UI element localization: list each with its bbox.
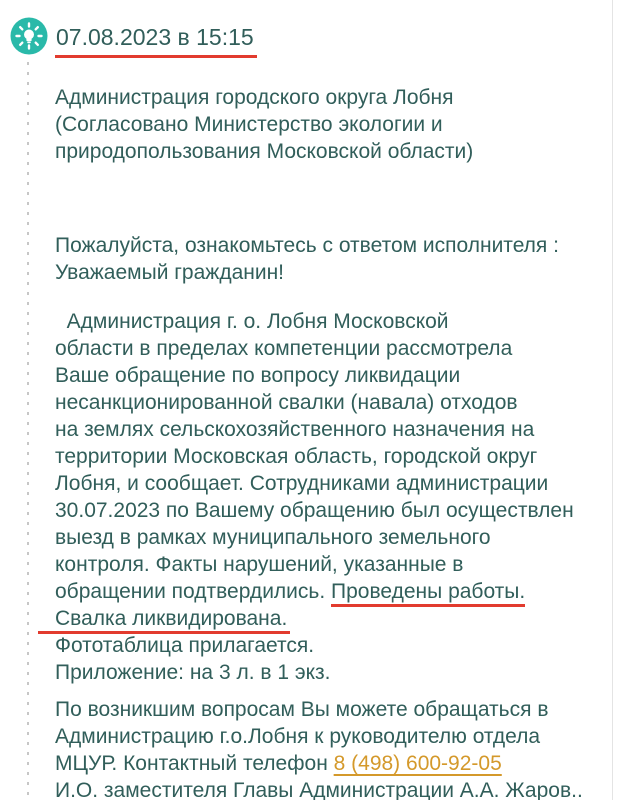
text-segment: природопользования Московской области): [55, 140, 474, 163]
footer-contact: [55, 696, 607, 800]
lightbulb-idea-icon: [10, 17, 48, 55]
card-right-border: [612, 0, 613, 800]
text-line: [55, 750, 607, 777]
text-segment: Фототаблица прилагается.: [55, 634, 315, 657]
response-body: [55, 308, 607, 686]
text-line: [55, 362, 607, 389]
text-line: [55, 111, 607, 138]
text-segment: По возникшим вопросам Вы можете обращаться в: [55, 698, 549, 721]
text-line: [55, 138, 607, 165]
text-line: [55, 696, 607, 723]
text-segment: Проведены работы.: [331, 580, 525, 607]
text-segment: выезд в рамках муниципального земельного: [55, 526, 491, 549]
text-line: [55, 308, 607, 335]
text-line: [55, 259, 607, 286]
text-line: [55, 723, 607, 750]
text-line: [55, 416, 607, 443]
text-line: [55, 578, 607, 605]
text-line: [55, 605, 607, 632]
phone-link[interactable]: 8 (498) 600-92-05: [333, 752, 502, 775]
text-line: [55, 335, 607, 362]
text-line: [55, 777, 607, 800]
text-segment: Пожалуйста, ознакомьтесь с ответом исполнителя :: [55, 234, 559, 257]
sender-title: [55, 84, 607, 165]
text-line: [55, 497, 607, 524]
text-segment: Администрация городского округа Лобня: [55, 86, 454, 109]
text-segment: Администрация г. о. Лобня Московской: [55, 310, 449, 333]
text-line: [55, 551, 607, 578]
text-segment: Приложение: на 3 л. в 1 экз.: [55, 661, 331, 684]
text-segment: Ваше обращение по вопросу ликвидации: [55, 364, 461, 387]
timeline-dotted-connector: [27, 62, 29, 800]
text-segment: (Согласовано Министерство экологии и: [55, 113, 443, 136]
text-segment: Лобня, и сообщает. Сотрудниками администрации: [55, 472, 549, 495]
text-segment: Администрацию г.о.Лобня к руководителю отдела: [55, 725, 541, 748]
text-segment: несанкционированной свалки (навала) отходов: [55, 391, 518, 414]
text-segment: МЦУР. Контактный телефон: [55, 752, 334, 775]
text-segment: контроля. Факты нарушений, указанные в: [55, 553, 464, 576]
text-line: [55, 389, 607, 416]
text-segment: Уважаемый гражданин!: [55, 261, 285, 284]
text-segment: Свалка ликвидирована.: [38, 607, 290, 634]
text-segment: И.О. заместителя Главы Администрации А.А. Жаров..: [55, 779, 583, 800]
text-segment: области в пределах компетенции рассмотрела: [55, 337, 513, 360]
text-line: [55, 659, 607, 686]
text-segment: обращении подтвердились.: [55, 580, 332, 603]
text-line: [55, 470, 607, 497]
text-segment: территории Московская область, городской округ: [55, 445, 538, 468]
message-timestamp: 07.08.2023 в 15:15: [55, 24, 257, 58]
text-line: [55, 232, 607, 259]
text-line: [55, 443, 607, 470]
text-segment: 30.07.2023 по Вашему обращению был осуществлен: [55, 499, 574, 522]
intro-text: [55, 232, 607, 286]
text-segment: на землях сельскохозяйственного назначения на: [55, 418, 535, 441]
message-date-row: [55, 24, 257, 58]
text-line: [55, 84, 607, 111]
text-line: [55, 524, 607, 551]
text-line: [55, 632, 607, 659]
